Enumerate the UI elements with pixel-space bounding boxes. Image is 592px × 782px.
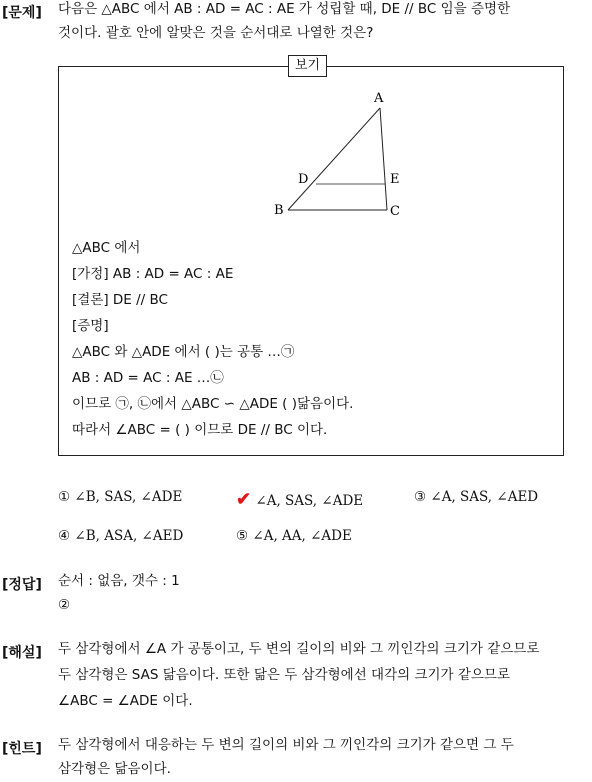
- option-4[interactable]: ④ ∠B, ASA, ∠AED: [58, 528, 184, 544]
- problem-tag: [문제]: [2, 5, 42, 21]
- side-ab: [288, 108, 380, 210]
- example-box-title: 보기: [288, 55, 327, 77]
- side-ac: [380, 108, 387, 210]
- option-5[interactable]: ⑤ ∠A, AA, ∠ADE: [236, 528, 352, 544]
- problem-line-1: 다음은 △ABC 에서 AB : AD = AC : AE 가 성립할 때, DE // BC 임을 증명한: [58, 1, 511, 17]
- label-c: C: [390, 204, 400, 219]
- option-3[interactable]: ③ ∠A, SAS, ∠AED: [414, 489, 539, 505]
- hint-line-1: 두 삼각형에서 대응하는 두 변의 길이의 비와 그 끼인각의 크기가 같으면 그 두: [58, 737, 514, 753]
- label-b: B: [274, 203, 284, 218]
- answer-line-1: 순서 : 없음, 갯수 : 1: [58, 573, 180, 589]
- triangle-figure: [270, 86, 410, 221]
- label-a: A: [374, 91, 384, 106]
- label-e: E: [390, 172, 400, 187]
- box-line-1: △ABC 에서: [72, 240, 141, 256]
- answer-line-2: ②: [58, 597, 71, 613]
- solution-tag: [해설]: [2, 645, 42, 661]
- option-2[interactable]: [236, 489, 363, 510]
- box-line-7: 이므로 ㉠, ㉡에서 △ABC ∽ △ADE ( )닮음이다.: [72, 396, 354, 412]
- check-icon: ✔: [236, 489, 252, 510]
- box-line-6: AB : AD = AC : AE …㉡: [72, 370, 224, 386]
- problem-line-2: 것이다. 괄호 안에 알맞은 것을 순서대로 나열한 것은?: [58, 25, 374, 41]
- box-line-4: [증명]: [72, 318, 109, 334]
- solution-line-2: 두 삼각형은 SAS 닮음이다. 또한 닮은 두 삼각형에선 대각의 크기가 같으므로: [58, 667, 511, 683]
- hint-tag: [힌트]: [2, 741, 42, 757]
- answer-tag: [정답]: [2, 577, 42, 593]
- box-line-2: [가정] AB : AD = AC : AE: [72, 266, 234, 282]
- option-1[interactable]: ① ∠B, SAS, ∠ADE: [58, 489, 183, 505]
- solution-line-1: 두 삼각형에서 ∠A 가 공통이고, 두 변의 길이의 비와 그 끼인각의 크기가 같으므로: [58, 641, 540, 657]
- solution-line-3: ∠ABC = ∠ADE 이다.: [58, 693, 193, 709]
- box-line-3: [결론] DE // BC: [72, 292, 168, 308]
- box-line-5: △ABC 와 △ADE 에서 ( )는 공통 …㉠: [72, 344, 295, 360]
- hint-line-2: 삼각형은 닮음이다.: [58, 761, 171, 777]
- label-d: D: [298, 172, 309, 187]
- option-2-label: ∠A, SAS, ∠ADE: [255, 493, 364, 509]
- box-line-8: 따라서 ∠ABC = ( ) 이므로 DE // BC 이다.: [72, 422, 328, 438]
